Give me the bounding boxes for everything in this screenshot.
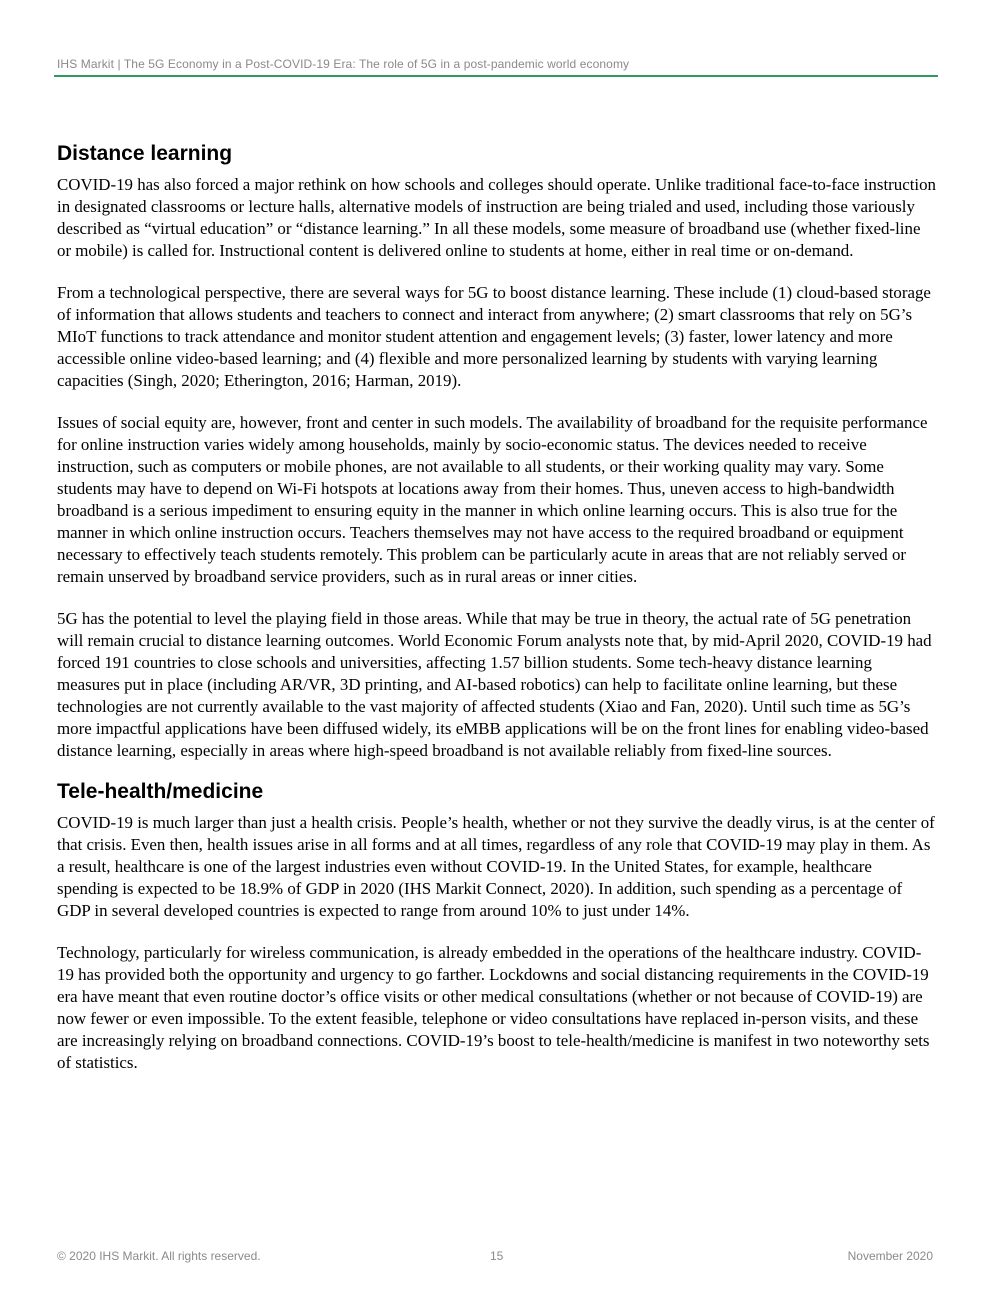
section-heading: Tele-health/medicine xyxy=(57,780,264,803)
page-content xyxy=(57,140,937,1094)
footer-date: November 2020 xyxy=(847,1249,933,1263)
section-tele-health xyxy=(57,778,937,1074)
paragraph: From a technological perspective, there are several ways for 5G to boost distance learning. These include (1) cloud-based storage of information that allows students and teachers to connect and interact from anywhere; (2) smart classrooms that rely on 5G’s MIoT functions to track attendance and monitor student attention and engagement levels; (3) faster, lower latency and more accessible online video-based learning; and (4) flexible and more personalized learning by students with varying learning capacities (Singh, 2020; Etherington, 2016; Harman, 2019). xyxy=(57,283,931,390)
section-distance-learning xyxy=(57,140,937,762)
paragraph: COVID-19 is much larger than just a health crisis. People’s health, whether or not they survive the deadly virus, is at the center of that crisis. Even then, health issues arise in all forms and at all times, regardless of any role that COVID-19 may play in them. As a result, healthcare is one of the largest industries even without COVID-19. In the United States, for example, healthcare spending is expected to be 18.9% of GDP in 2020 (IHS Markit Connect, 2020). In addition, such spending as a percentage of GDP in several developed countries is expected to range from around 10% to just under 14%. xyxy=(57,813,935,920)
paragraph: COVID-19 has also forced a major rethink on how schools and colleges should operate. Unlike traditional face-to-face instruction in designated classrooms or lecture halls, alternative models of instruction are being trialed and used, including those variously described as “virtual education” or “distance learning.” In all these models, some measure of broadband use (whether fixed-line or mobile) is called for. Instructional content is delivered online to students at home, either in real time or on-demand. xyxy=(57,175,936,260)
paragraph: 5G has the potential to level the playing field in those areas. While that may be true in theory, the actual rate of 5G penetration will remain crucial to distance learning outcomes. World Economic Forum analysts note that, by mid-April 2020, COVID-19 had forced 191 countries to close schools and universities, affecting 1.57 billion students. Some tech-heavy distance learning measures put in place (including AR/VR, 3D printing, and AI-based robotics) can help to facilitate online learning, but these technologies are not currently available to the vast majority of affected students (Xiao and Fan, 2020). Until such time as 5G’s more impactful applications have been diffused widely, its eMBB applications will be on the front lines for enabling video-based distance learning, especially in areas where high-speed broadband is not available reliably from fixed-line sources. xyxy=(57,609,932,760)
page-number: 15 xyxy=(490,1249,504,1263)
section-heading: Distance learning xyxy=(57,142,233,165)
paragraph: Technology, particularly for wireless communication, is already embedded in the operations of the healthcare industry. COVID-19 has provided both the opportunity and urgency to go farther. Lockdowns and social distancing requirements in the COVID-19 era have meant that even routine doctor’s office visits or other medical consultations (whether or not because of COVID-19) are now fewer or even impossible. To the extent feasible, telephone or video consultations have replaced in-person visits, and these are increasingly relying on broadband connections. COVID-19’s boost to tele-health/medicine is manifest in two noteworthy sets of statistics. xyxy=(57,943,930,1072)
paragraph: Issues of social equity are, however, front and center in such models. The availability of broadband for the requisite performance for online instruction varies widely among households, mainly by socio-economic status. The devices needed to receive instruction, such as computers or mobile phones, are not available to all students, or their working quality may vary. Some students may have to depend on Wi-Fi hotspots at locations away from their homes. Thus, uneven access to high-bandwidth broadband is a serious impediment to ensuring equity in the manner in which online learning occurs. This is also true for the manner in which online instruction occurs. Teachers themselves may not have access to the required broadband or equipment necessary to effectively teach students remotely. This problem can be particularly acute in areas that are not reliably served or remain unserved by broadband service providers, such as in rural areas or inner cities. xyxy=(57,413,928,586)
footer-copyright: © 2020 IHS Markit. All rights reserved. xyxy=(57,1249,261,1263)
running-header: IHS Markit | The 5G Economy in a Post-COVID-19 Era: The role of 5G in a post-pandemic world economy xyxy=(57,57,630,71)
header-rule xyxy=(54,75,938,77)
